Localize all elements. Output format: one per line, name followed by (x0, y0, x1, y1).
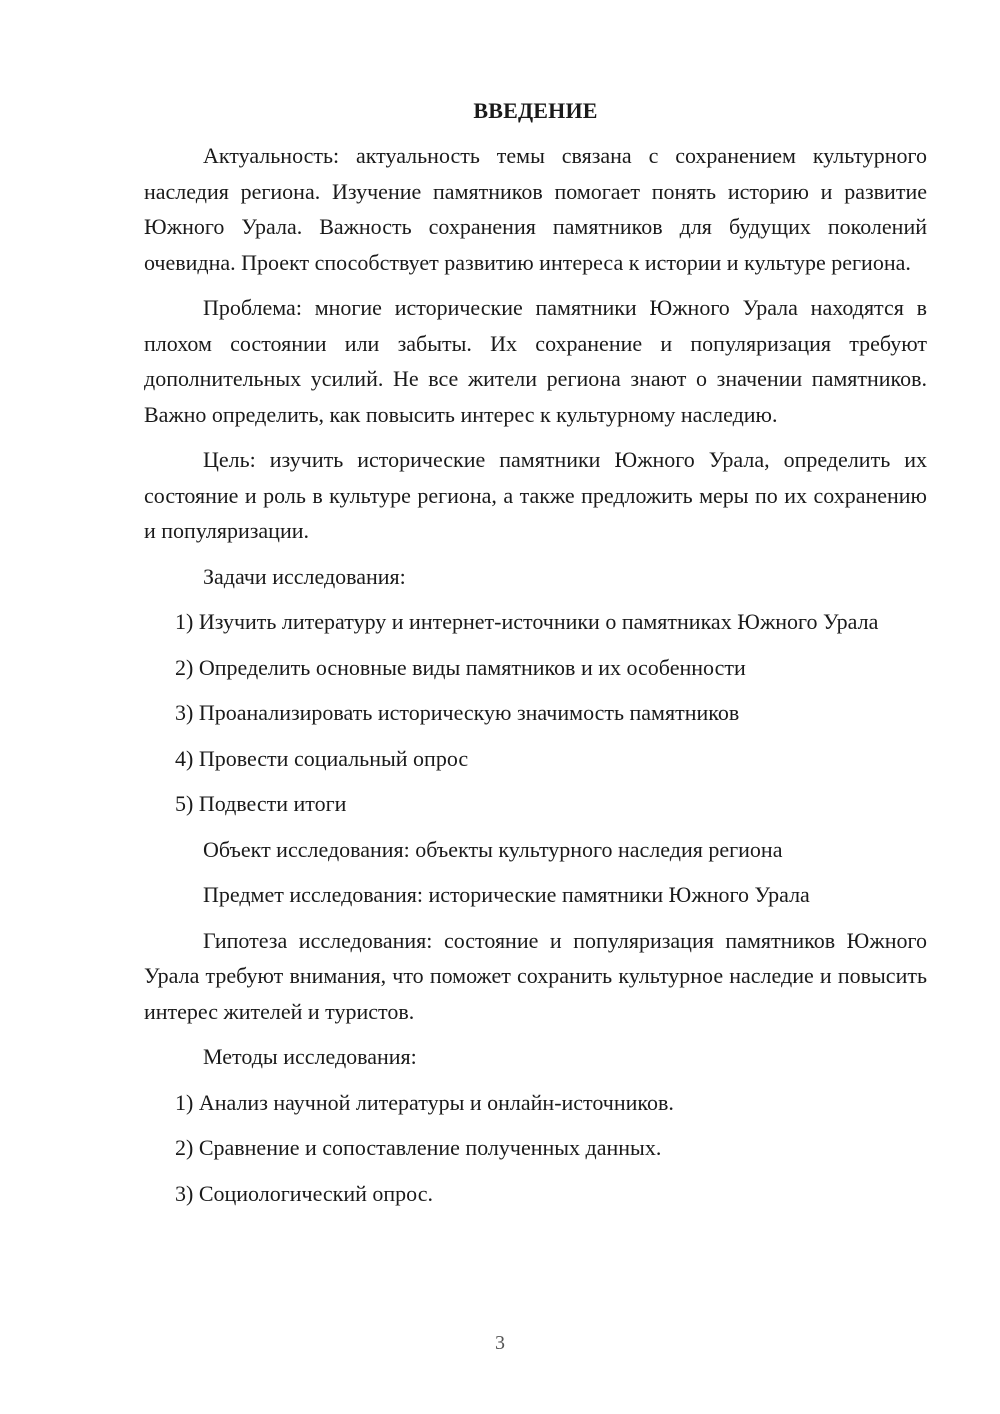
subject-paragraph: Предмет исследования: исторические памятники Южного Урала (203, 882, 810, 907)
method-item: 3) Социологический опрос. (175, 1180, 433, 1206)
task-item: 4) Провести социальный опрос (175, 745, 469, 771)
object-paragraph: Объект исследования: объекты культурного наследия региона (203, 836, 783, 862)
relevance-paragraph: Актуальность: актуальность темы связана с сохранением культурного наследия региона. Изучение памятников помогает понять историю и развитие Южного Урала. Важность сохранения памятников для будущих поколений очевидна. Проект способствует развитию интереса к истории и культуре региона. (144, 143, 927, 275)
method-item: 2) Сравнение и сопоставление полученных данных. (175, 1135, 662, 1160)
method-item: 1) Анализ научной литературы и онлайн-источников. (175, 1089, 674, 1115)
problem-paragraph: Проблема: многие исторические памятники Южного Урала находятся в плохом состоянии или забыты. Их сохранение и популяризация требуют дополнительных усилий. Не все жители региона знают о значении памятников. Важно определить, как повысить интерес к культурному наследию. (144, 295, 927, 427)
task-item: 2) Определить основные виды памятников и их особенности (175, 654, 746, 680)
task-item: 1) Изучить литературу и интернет-источники о памятниках Южного Урала (175, 609, 879, 634)
page-number: 3 (495, 1332, 505, 1354)
tasks-heading: Задачи исследования: (203, 563, 406, 589)
hypothesis-paragraph: Гипотеза исследования: состояние и популяризация памятников Южного Урала требуют внимания, что поможет сохранить культурное наследие и повысить интерес жителей и туристов. (144, 927, 927, 1024)
goal-paragraph: Цель: изучить исторические памятники Южного Урала, определить их состояние и роль в культуре региона, а также предложить меры по их сохранению и популяризации. (144, 447, 927, 543)
task-item: 5) Подвести итоги (175, 791, 347, 816)
document-page (144, 96, 927, 1211)
task-item: 3) Проанализировать историческую значимость памятников (175, 700, 740, 725)
page-title: ВВЕДЕНИЕ (473, 98, 598, 123)
methods-heading: Методы исследования: (203, 1044, 417, 1069)
